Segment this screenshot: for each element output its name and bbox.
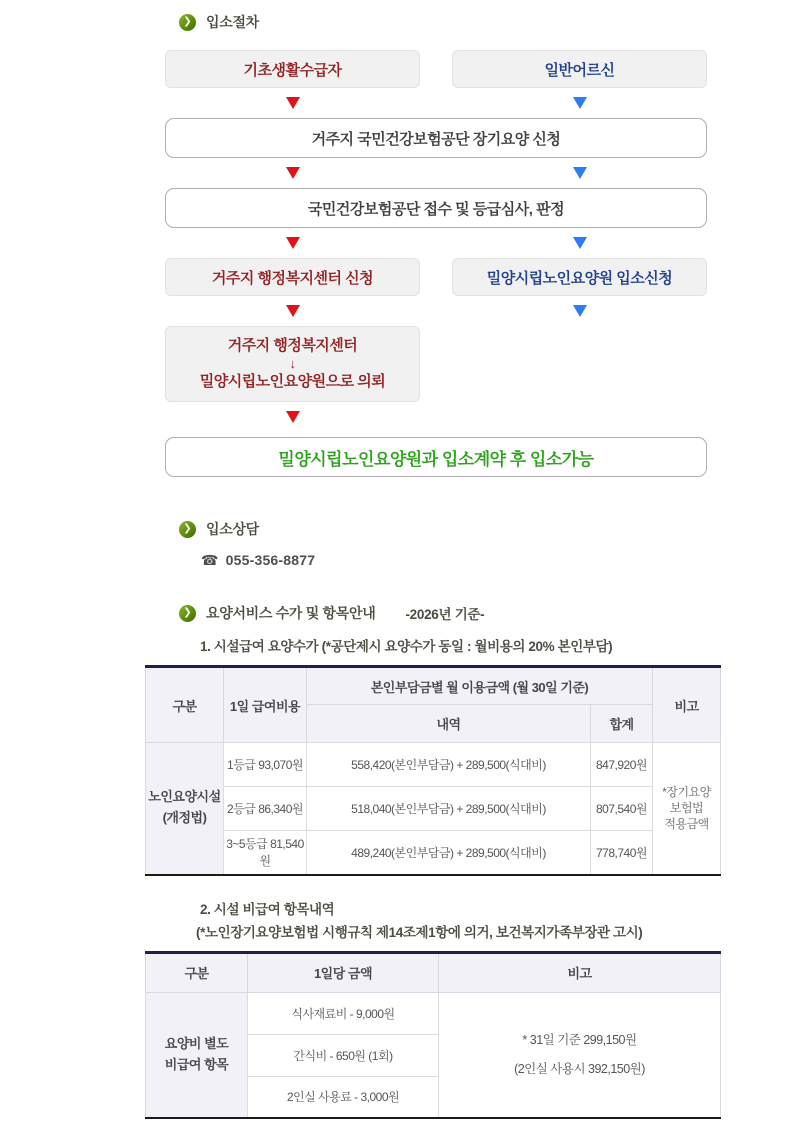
green-chevron-bullet-icon [179, 521, 196, 538]
table-row [146, 743, 721, 787]
service-fee-heading [179, 603, 807, 623]
flow-box-welfare-center-referral [165, 326, 420, 402]
t1-header-category: 구분 [146, 667, 224, 743]
t1-header-daily-cost: 1일 급여비용 [224, 667, 307, 743]
t1-grade2-detail: 518,040(본인부담금) + 289,500(식대비) [307, 787, 591, 831]
t1-note-cell [653, 743, 721, 875]
t1-row-label [146, 743, 224, 875]
consult-heading-label: 입소상담 [206, 521, 259, 537]
t2-header-note: 비고 [439, 952, 721, 992]
t2-item-snack: 간식비 - 650원 (1회) [248, 1034, 439, 1076]
arrow-row-3 [165, 237, 707, 249]
flow-box-admission-possible: 밀양시립노인요양원과 입소계약 후 입소가능 [165, 437, 707, 477]
flow-box-general-senior: 일반어르신 [452, 50, 707, 88]
down-arrow-blue-icon [573, 305, 587, 317]
table1-title: 1. 시설급여 요양수가 (*공단제시 요양수가 동일 : 월비용의 20% 본인부담) [200, 639, 613, 654]
t2-row-label [146, 992, 248, 1118]
phone-icon: ☎ [201, 552, 219, 568]
t1-row-label-line1: 노인요양시설 [148, 789, 221, 805]
flow-referral-row [165, 326, 707, 402]
table2-title: 2. 시설 비급여 항목내역 [200, 901, 335, 917]
facility-benefit-fee-table [145, 665, 721, 876]
table-row [146, 787, 721, 831]
arrow-row-4 [165, 305, 707, 317]
phone-number: 055-356-8877 [225, 552, 316, 568]
t1-grade35-detail: 489,240(본인부담금) + 289,500(식대비) [307, 831, 591, 875]
down-arrow-red-icon [286, 411, 300, 423]
t1-grade1-daily: 1등급 93,070원 [224, 743, 307, 787]
t2-item-double-room: 2인실 사용료 - 3,000원 [248, 1076, 439, 1118]
t1-note-line2: 보험법 [669, 801, 704, 816]
arrow-row-1 [165, 97, 707, 109]
t2-item-meal: 식사재료비 - 9,000원 [248, 992, 439, 1034]
flow-box-nhis-longterm-application: 거주지 국민건강보험공단 장기요양 신청 [165, 118, 707, 158]
t1-grade2-daily: 2등급 86,340원 [224, 787, 307, 831]
t2-note-line2: (2인실 사용시 392,150원) [514, 1061, 645, 1076]
t1-grade35-daily: 3~5등급 81,540원 [224, 831, 307, 875]
flow-box-welfare-center-application: 거주지 행정복지센터 신청 [165, 258, 420, 296]
flow-box-nhis-review-judgement: 국민건강보험공단 접수 및 등급심사, 판정 [165, 188, 707, 228]
flow-start-row [165, 50, 707, 88]
t1-row-label-line2: (개정법) [162, 810, 207, 826]
t1-note-line3: 적용금액 [664, 817, 709, 832]
flow-empty-cell [452, 326, 707, 402]
admission-consult-heading [179, 519, 807, 539]
referral-line-2: 밀양시립노인요양원으로 의뢰 [199, 373, 386, 391]
t1-grade1-total: 847,920원 [591, 743, 653, 787]
chevron-glyph: ❯ [183, 523, 192, 534]
referral-line-1: 거주지 행정복지센터 [227, 337, 358, 355]
consult-phone-line [201, 552, 807, 569]
t1-header-note: 비고 [653, 667, 721, 743]
t2-header-daily-amount: 1일당 금액 [248, 952, 439, 992]
down-arrow-text: ↓ [289, 355, 296, 371]
down-arrow-blue-icon [573, 97, 587, 109]
flow-box-basic-livelihood-recipient: 기초생활수급자 [165, 50, 420, 88]
t2-row-label-line1: 요양비 별도 [164, 1035, 229, 1051]
t1-grade2-total: 807,540원 [591, 787, 653, 831]
down-arrow-blue-icon [573, 167, 587, 179]
service-fee-year-note: -2026년 기준- [405, 607, 485, 622]
green-chevron-bullet-icon [179, 14, 196, 31]
down-arrow-blue-icon [573, 237, 587, 249]
chevron-glyph: ❯ [183, 16, 192, 27]
down-arrow-red-icon [286, 305, 300, 317]
green-chevron-bullet-icon [179, 605, 196, 622]
arrow-row-5 [165, 411, 707, 423]
table-row [146, 992, 721, 1034]
procedure-heading-label: 입소절차 [206, 14, 259, 30]
flow-apply-row [165, 258, 707, 296]
t2-note-cell [439, 992, 721, 1118]
t1-header-detail: 내역 [307, 705, 591, 743]
admission-procedure-heading [179, 12, 807, 32]
t1-note-line1: *장기요양 [662, 784, 711, 799]
t2-note-line1: * 31일 기준 299,150원 [522, 1032, 637, 1047]
t2-row-label-line2: 비급여 항목 [164, 1056, 229, 1072]
down-arrow-red-icon [286, 167, 300, 179]
t1-header-total: 합계 [591, 705, 653, 743]
table-row [146, 831, 721, 875]
service-fee-heading-label: 요양서비스 수가 및 항목안내 [206, 605, 376, 621]
flow-box-nursing-home-application: 밀양시립노인요양원 입소신청 [452, 258, 707, 296]
table2-subtitle: (*노인장기요양보험법 시행규칙 제14조제1항에 의거, 보건복지가족부장관 고시) [196, 924, 643, 940]
arrow-row-2 [165, 167, 707, 179]
t2-header-category: 구분 [146, 952, 248, 992]
down-arrow-red-icon [286, 97, 300, 109]
non-covered-items-table [145, 951, 721, 1120]
t1-header-monthly-group: 본인부담금별 월 이용금액 (월 30일 기준) [307, 667, 653, 705]
down-arrow-red-icon [286, 237, 300, 249]
t1-grade35-total: 778,740원 [591, 831, 653, 875]
admission-flowchart [165, 50, 707, 477]
t1-grade1-detail: 558,420(본인부담금) + 289,500(식대비) [307, 743, 591, 787]
chevron-glyph: ❯ [183, 607, 192, 618]
